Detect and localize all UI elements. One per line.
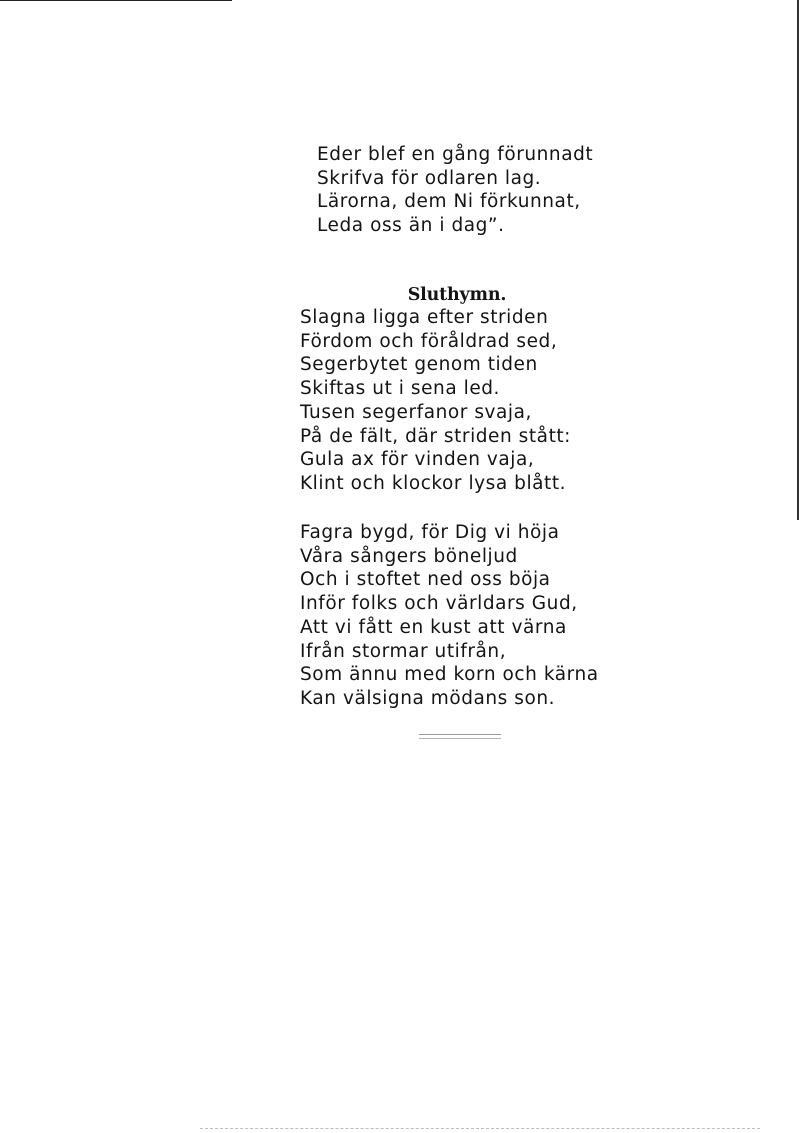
hymn-stanza-2 bbox=[300, 521, 599, 711]
hymn-stanza-1 bbox=[300, 306, 571, 496]
verse-line: Leda oss än i dag”. bbox=[317, 215, 505, 237]
verse-line: Ifrån stormar utifrån, bbox=[300, 640, 507, 662]
verse-line: Slagna ligga efter striden bbox=[300, 307, 549, 328]
verse-line: Våra sångers böneljud bbox=[300, 545, 518, 567]
verse-line: Lärorna, dem Ni förkunnat, bbox=[317, 191, 581, 213]
verse-line: Fördom och föråldrad sed, bbox=[300, 330, 558, 352]
end-ornament-rule bbox=[419, 734, 501, 739]
verse-line: Skrifva för odlaren lag. bbox=[317, 167, 542, 189]
scan-edge-bottom bbox=[200, 1128, 760, 1129]
verse-line: Som ännu med korn och kärna bbox=[300, 664, 599, 686]
scan-edge-right bbox=[797, 0, 799, 520]
verse-line: Skiftas ut i sena led. bbox=[300, 378, 500, 400]
previous-poem-final-stanza bbox=[317, 143, 593, 238]
scan-edge-top bbox=[0, 0, 232, 1]
verse-line: Segerbytet genom tiden bbox=[300, 354, 538, 376]
verse-line: Kan välsigna mödans son. bbox=[300, 687, 556, 709]
verse-line: Inför folks och världars Gud, bbox=[300, 593, 578, 615]
hymn-title: Sluthymn. bbox=[407, 284, 507, 305]
verse-line: Gula ax för vinden vaja, bbox=[300, 449, 535, 471]
verse-line: Att vi fått en kust att värna bbox=[300, 616, 567, 638]
verse-line: Klint och klockor lysa blått. bbox=[300, 472, 567, 494]
verse-line: Eder blef en gång förunnadt bbox=[317, 144, 594, 165]
verse-line: Tusen segerfanor svaja, bbox=[300, 401, 532, 423]
verse-line: Fagra bygd, för Dig vi höja bbox=[300, 522, 560, 543]
verse-line: På de fält, där striden stått: bbox=[300, 425, 571, 447]
verse-line: Och i stoftet ned oss böja bbox=[300, 569, 551, 591]
